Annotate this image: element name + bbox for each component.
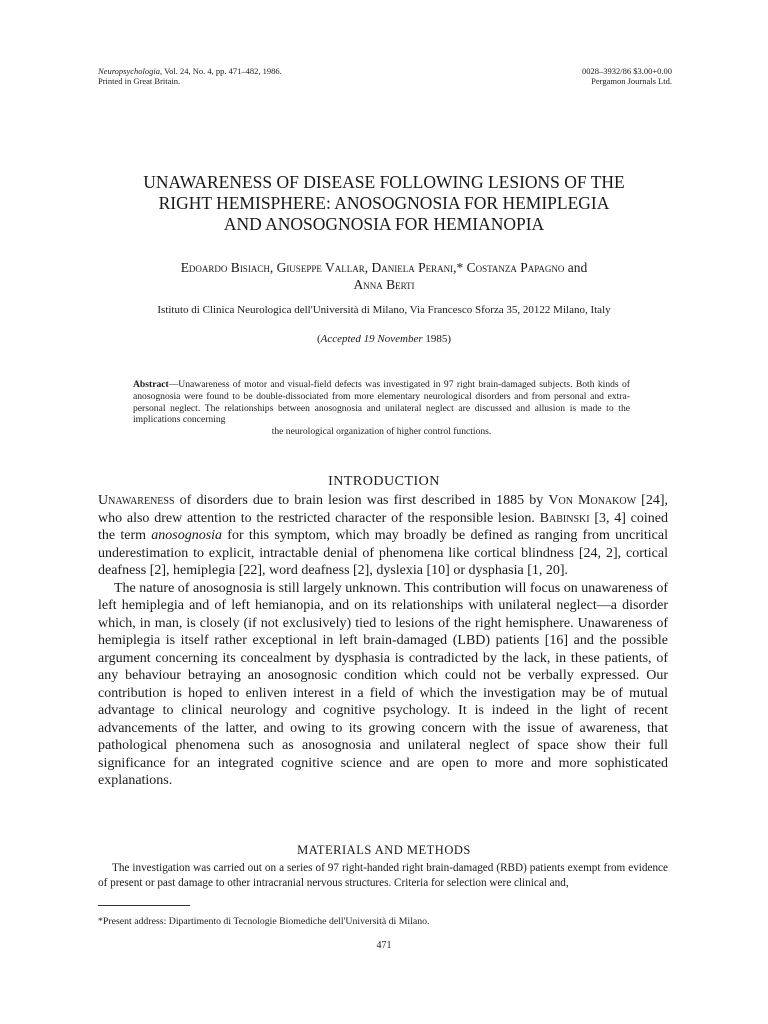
author-names: Anna Berti [353, 277, 415, 292]
term: anosognosia [151, 528, 223, 543]
abstract-label: Abstract [133, 379, 169, 390]
journal-citation-header [98, 66, 282, 86]
article-title [110, 172, 658, 235]
lead-word: Unawareness [98, 493, 175, 508]
section-heading-methods: MATERIALS AND METHODS [297, 843, 471, 857]
author-names: Edoardo Bisiach, Giuseppe Vallar, Daniela Perani,* Costanza Papagno [180, 260, 565, 275]
page-number: 471 [376, 940, 392, 951]
text-run: for this symptom, which may broadly be defined as ranging from uncritical underestimation to explicit, intractable denial of phenomena like cortical blindness [24, 2], cortical deafness [2], hemiplegia [22], word deafness [2], dyslexia [10] or dysphasia [1, 20]. [98, 528, 668, 578]
journal-name: Neuropsychologia, [98, 66, 163, 76]
printed-note: Printed in Great Britain. [98, 76, 181, 86]
affiliation: Istituto di Clinica Neurologica dell'Università di Milano, Via Francesco Sforza 35, 20122 Milano, Italy [157, 304, 611, 316]
accepted-year: 1985) [422, 333, 452, 345]
paragraph: The investigation was carried out on a series of 97 right-handed right brain-damaged (RBD) patients exempt from evidence of present or past damage to other intracranial nervous structures. Criteria for selection were clinical and, [98, 862, 668, 889]
introduction-body [98, 492, 668, 790]
accepted-label: Accepted 19 November [320, 333, 423, 345]
title-line: RIGHT HEMISPHERE: ANOSOGNOSIA FOR HEMIPLEGIA [158, 193, 610, 213]
author-ref: Von Monakow [548, 493, 637, 508]
abstract-text: —Unawareness of motor and visual-field defects was investigated in 97 right brain-damaged subjects. Both kinds of anosognosia were found to be double-dissociated from more elementary neurological disorders and from personal and extra-personal neglect. The relationships between anosognosia and unilateral neglect are discussed and allusion is made to the implications concerning [133, 379, 630, 426]
author-conjunction: and [564, 260, 588, 275]
footnote: *Present address: Dipartimento di Tecnologie Biomediche dell'Università di Milano. [98, 916, 430, 927]
title-line: AND ANOSOGNOSIA FOR HEMIANOPIA [223, 214, 545, 234]
abstract [133, 379, 630, 438]
title-line: UNAWARENESS OF DISEASE FOLLOWING LESIONS OF THE [143, 172, 625, 192]
publisher-header [582, 66, 672, 86]
issn-code: 0028–3932/86 $3.00+0.00 [581, 66, 672, 76]
footnote-divider [98, 905, 190, 906]
text-run: [24], who also drew attention to the restricted character of the responsible lesion. [98, 493, 668, 526]
paragraph [98, 492, 668, 580]
methods-body [98, 861, 668, 891]
section-heading-introduction: INTRODUCTION [328, 474, 440, 489]
text-run: [3, 4] coined the term [98, 510, 668, 543]
accepted-date [110, 332, 658, 346]
author-list [110, 259, 658, 293]
paragraph: The nature of anosognosia is still largely unknown. This contribution will focus on unawareness of left hemiplegia and of left hemianopia, and on its relationships with unilateral neglect—a disorder which, in man, is closely (if not exclusively) tied to lesions of the right hemisphere. Unawareness of hemiplegia is itself rather exceptional in left brain-damaged (LBD) patients [16] and the possible argument concerning its concealment by dysphasia is contradicted by the lack, in these patients, of any behaviour betraying an anosognosic condition which could not be verbally expressed. Our contribution is hoped to enliven interest in a field of which the investigation may be of mutual advantage to clinical neurology and cognitive psychology. It is indeed in the light of recent advancements of the latter, and owing to its growing concern with the issue of awareness, that pathological phenomena such as anosognosia and unilateral neglect of space show their full significance for an integrated cognitive science and are open to more and more sophisticated explanations. [98, 580, 668, 788]
accepted-open: ( [316, 333, 321, 345]
text-run: of disorders due to brain lesion was first described in 1885 by [174, 493, 549, 508]
publisher-name: Pergamon Journals Ltd. [591, 76, 672, 86]
abstract-last-line: the neurological organization of higher control functions. [271, 426, 492, 438]
author-ref: Babinski [539, 510, 590, 526]
journal-volume: Vol. 24, No. 4, pp. 471–482, 1986. [162, 66, 282, 76]
